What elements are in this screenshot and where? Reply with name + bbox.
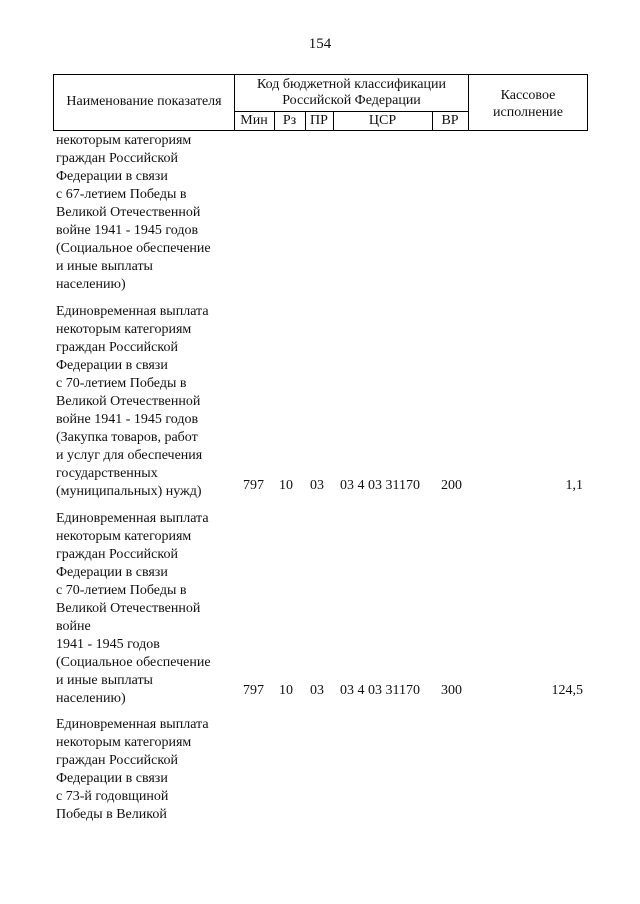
table-row xyxy=(56,303,236,501)
row-min: 797 xyxy=(243,683,264,698)
row-text-line: (Социальное обеспечение xyxy=(56,655,211,670)
header-exec-line1: Кассовое xyxy=(500,88,556,103)
row-rz: 10 xyxy=(279,683,293,698)
header-rz: Рз xyxy=(282,113,297,128)
row-text-line: 1941 - 1945 годов xyxy=(56,637,160,652)
row-amount: 1,1 xyxy=(565,478,583,493)
header-min: Мин xyxy=(240,113,268,128)
header-csr: ЦСР xyxy=(368,113,397,128)
row-amount: 124,5 xyxy=(551,683,583,698)
header-code-group-line2: Российской Федерации xyxy=(282,93,421,108)
row-text-line: Единовременная выплата xyxy=(56,717,209,732)
row-text-line: и иные выплаты xyxy=(56,259,153,274)
row-text-line: Победы в Великой xyxy=(56,807,167,822)
table-header xyxy=(53,74,588,130)
page-number: 154 xyxy=(308,36,332,52)
row-pr: 03 xyxy=(310,683,324,698)
header-code-group-line1: Код бюджетной классификации xyxy=(257,77,446,92)
table-row xyxy=(56,716,236,824)
row-text-line: граждан Российской xyxy=(56,547,178,562)
row-text-line: (Социальное обеспечение xyxy=(56,241,211,256)
row-csr: 03 4 03 31170 xyxy=(340,478,420,493)
row-text-line: Федерации в связи xyxy=(56,565,168,580)
row-text-line: Единовременная выплата xyxy=(56,304,209,319)
row-text-line: населению) xyxy=(56,691,126,706)
row-min: 797 xyxy=(243,478,264,493)
row-vr: 200 xyxy=(441,478,462,493)
row-text-line: граждан Российской xyxy=(56,151,178,166)
row-text-line: с 67-летием Победы в xyxy=(56,187,187,202)
row-text-line: Великой Отечественной xyxy=(56,394,201,409)
row-text-line: некоторым категориям xyxy=(56,322,192,337)
row-text-line: некоторым категориям xyxy=(56,133,192,148)
row-text-line: с 70-летием Победы в xyxy=(56,583,187,598)
row-text-line: (муниципальных) нужд) xyxy=(56,484,202,499)
row-rz: 10 xyxy=(279,478,293,493)
row-text-line: некоторым категориям xyxy=(56,735,192,750)
row-text-line: Федерации в связи xyxy=(56,169,168,184)
header-exec-line2: исполнение xyxy=(493,105,563,120)
row-text-line: войне xyxy=(56,619,91,634)
header-name-column: Наименование показателя xyxy=(66,94,222,109)
row-text-line: граждан Российской xyxy=(56,340,178,355)
header-vr: ВР xyxy=(441,113,459,128)
row-text-line: некоторым категориям xyxy=(56,529,192,544)
row-text-line: войне 1941 - 1945 годов xyxy=(56,223,199,238)
row-vr: 300 xyxy=(441,683,462,698)
row-text-line: граждан Российской xyxy=(56,753,178,768)
row-text-line: населению) xyxy=(56,277,126,292)
table-row xyxy=(56,132,236,294)
row-text-line: и иные выплаты xyxy=(56,673,153,688)
row-text-line: с 73-й годовщиной xyxy=(56,789,169,804)
row-text-line: Великой Отечественной xyxy=(56,601,201,616)
row-text-line: Единовременная выплата xyxy=(56,511,209,526)
row-text-line: Федерации в связи xyxy=(56,771,168,786)
row-text-line: войне 1941 - 1945 годов xyxy=(56,412,199,427)
row-pr: 03 xyxy=(310,478,324,493)
row-text-line: Великой Отечественной xyxy=(56,205,201,220)
row-text-line: государственных xyxy=(56,466,158,481)
row-text-line: (Закупка товаров, работ xyxy=(56,430,198,445)
row-text-line: Федерации в связи xyxy=(56,358,168,373)
row-csr: 03 4 03 31170 xyxy=(340,683,420,698)
header-pr: ПР xyxy=(310,113,328,128)
row-text-line: с 70-летием Победы в xyxy=(56,376,187,391)
table-row xyxy=(56,510,236,708)
row-text-line: и услуг для обеспечения xyxy=(56,448,203,463)
